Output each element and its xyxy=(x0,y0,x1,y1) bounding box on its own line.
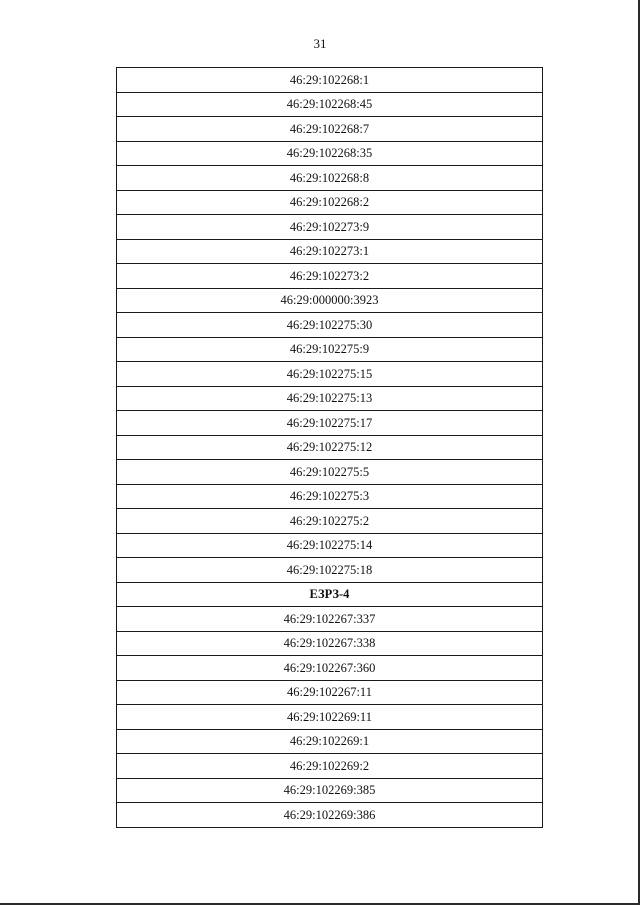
table-row xyxy=(117,190,543,215)
cadastral-number-cell: 46:29:000000:3923 xyxy=(117,288,543,313)
table-row xyxy=(117,778,543,803)
table-row xyxy=(117,484,543,509)
table-row xyxy=(117,264,543,289)
cadastral-number-cell: 46:29:102275:15 xyxy=(117,362,543,387)
table-row xyxy=(117,386,543,411)
table-row xyxy=(117,411,543,436)
cadastral-number-cell: 46:29:102275:13 xyxy=(117,386,543,411)
cadastral-number-cell: 46:29:102269:385 xyxy=(117,778,543,803)
cadastral-number-cell: 46:29:102268:45 xyxy=(117,92,543,117)
table-row xyxy=(117,607,543,632)
cadastral-number-cell: 46:29:102268:8 xyxy=(117,166,543,191)
table-row xyxy=(117,68,543,93)
table-row xyxy=(117,288,543,313)
cadastral-number-cell: 46:29:102273:1 xyxy=(117,239,543,264)
table-row xyxy=(117,754,543,779)
cadastral-number-cell: 46:29:102275:12 xyxy=(117,435,543,460)
group-header-row xyxy=(117,582,543,607)
table-row xyxy=(117,313,543,338)
cadastral-number-cell: 46:29:102269:1 xyxy=(117,729,543,754)
cadastral-number-cell: 46:29:102267:338 xyxy=(117,631,543,656)
table-row xyxy=(117,680,543,705)
group-header-cell: ЕЗРЗ-4 xyxy=(117,582,543,607)
cadastral-number-cell: 46:29:102269:386 xyxy=(117,803,543,828)
cadastral-number-cell: 46:29:102275:18 xyxy=(117,558,543,583)
cadastral-number-cell: 46:29:102268:2 xyxy=(117,190,543,215)
cadastral-number-cell: 46:29:102275:30 xyxy=(117,313,543,338)
table-row xyxy=(117,141,543,166)
cadastral-number-cell: 46:29:102267:11 xyxy=(117,680,543,705)
cadastral-number-table xyxy=(116,67,543,828)
cadastral-number-cell: 46:29:102268:35 xyxy=(117,141,543,166)
cadastral-number-cell: 46:29:102273:2 xyxy=(117,264,543,289)
table-row xyxy=(117,509,543,534)
table-body xyxy=(117,68,543,828)
cadastral-number-cell: 46:29:102275:17 xyxy=(117,411,543,436)
table-row xyxy=(117,631,543,656)
cadastral-number-cell: 46:29:102268:7 xyxy=(117,117,543,142)
table-row xyxy=(117,337,543,362)
table-row xyxy=(117,533,543,558)
table-row xyxy=(117,435,543,460)
table-row xyxy=(117,362,543,387)
table-row xyxy=(117,92,543,117)
table-row xyxy=(117,729,543,754)
cadastral-number-cell: 46:29:102275:14 xyxy=(117,533,543,558)
table-row xyxy=(117,166,543,191)
cadastral-number-cell: 46:29:102269:2 xyxy=(117,754,543,779)
table-row xyxy=(117,460,543,485)
table-row xyxy=(117,239,543,264)
table-row xyxy=(117,558,543,583)
cadastral-number-cell: 46:29:102269:11 xyxy=(117,705,543,730)
table-row xyxy=(117,215,543,240)
cadastral-number-cell: 46:29:102275:9 xyxy=(117,337,543,362)
table-row xyxy=(117,656,543,681)
cadastral-number-cell: 46:29:102275:2 xyxy=(117,509,543,534)
cadastral-number-cell: 46:29:102275:3 xyxy=(117,484,543,509)
table-row xyxy=(117,705,543,730)
table-row xyxy=(117,117,543,142)
table-row xyxy=(117,803,543,828)
page-number: 31 xyxy=(313,36,327,51)
cadastral-number-cell: 46:29:102268:1 xyxy=(117,68,543,93)
cadastral-number-cell: 46:29:102267:360 xyxy=(117,656,543,681)
cadastral-number-cell: 46:29:102273:9 xyxy=(117,215,543,240)
cadastral-number-cell: 46:29:102267:337 xyxy=(117,607,543,632)
cadastral-number-cell: 46:29:102275:5 xyxy=(117,460,543,485)
